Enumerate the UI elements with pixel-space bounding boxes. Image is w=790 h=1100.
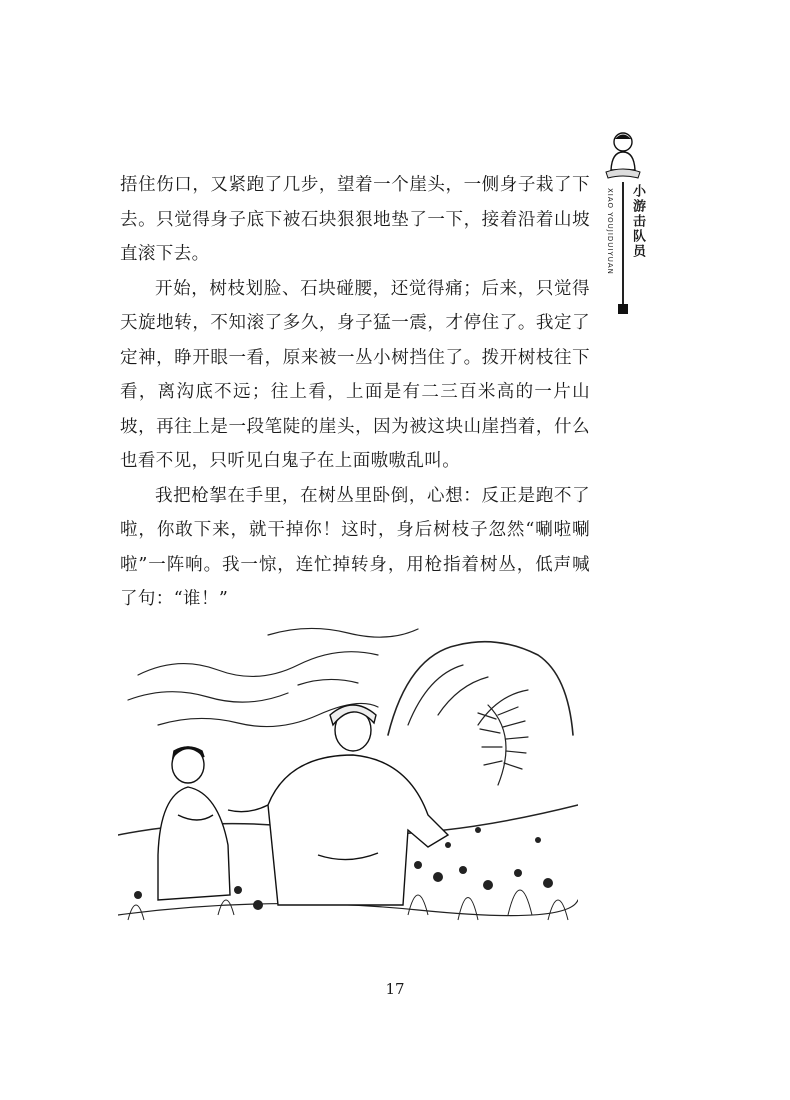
paragraph-1: 捂住伤口，又紧跑了几步，望着一个崖头，一侧身子栽了下去。只觉得身子底下被石块狠狠地垫了一下，接着沿着山坡直滚下去。 xyxy=(120,175,590,264)
boy-figure-icon xyxy=(598,128,648,184)
body-text xyxy=(120,168,590,617)
vertical-rule xyxy=(622,182,624,310)
series-pinyin: XIAO YOUJIDUIYUAN xyxy=(606,188,614,275)
series-header xyxy=(598,128,648,318)
paragraph-3: 我把枪挐在手里，在树丛里卧倒，心想：反正是跑不了啦，你敢下来，就干掉你！这时，身后树枝子忽然“唰啦唰啦”一阵响。我一惊，连忙掉转身，用枪指着树丛，低声喊了句：“谁！” xyxy=(120,485,590,609)
paragraph-2: 开始，树枝划脸、石块碰腰，还觉得痛；后来，只觉得天旋地转，不知滚了多久，身子猛一震，才停住了。我定了定神，睁开眼一看，原来被一丛小树挡住了。拨开树枝往下看，离沟底不远；往上看，上面是有二三百米高的一片山坡，再往上是一段笔陡的崖头，因为被这块山崖挡着，什么也看不见，只听见白鬼子在上面嗷嗷乱叫。 xyxy=(120,278,590,471)
illustration xyxy=(118,615,578,933)
page-number: 17 xyxy=(385,980,405,998)
rule-end-square xyxy=(618,304,628,314)
series-title: 小游击队员 xyxy=(630,184,645,259)
